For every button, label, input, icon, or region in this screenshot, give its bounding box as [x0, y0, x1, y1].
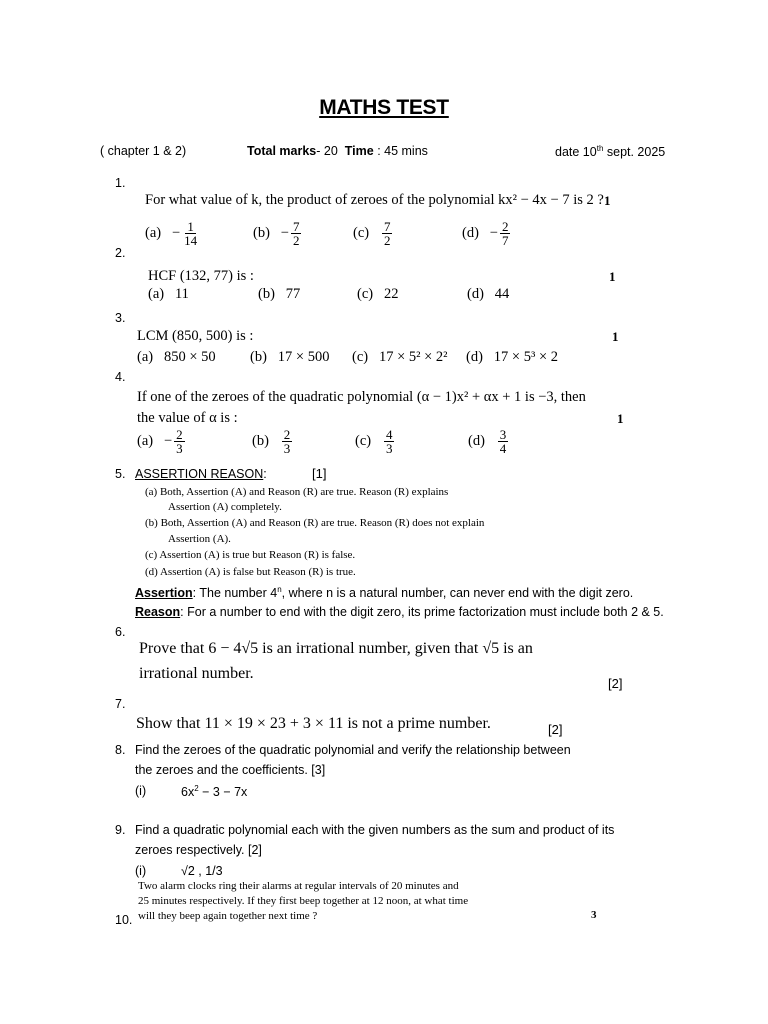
ar-option-a-cont: Assertion (A) completely.	[168, 501, 282, 513]
question-text: LCM (850, 500) is :	[137, 328, 254, 344]
question-number: 5.	[115, 467, 126, 481]
assertion-reason-label: ASSERTION REASON	[135, 467, 264, 481]
question-number: 7.	[115, 697, 126, 711]
question-text-line1: Find the zeroes of the quadratic polynomial and verify the relationship between	[135, 743, 571, 757]
sub-question-expression: $6x^2 - 3 - 7x$	[181, 784, 248, 800]
q4-option-a: (a) − $\frac{2}{3}$	[137, 427, 183, 456]
date-suffix: sept. 2025	[603, 145, 666, 160]
question-text-line2: the value of α is :	[137, 410, 238, 426]
question-number: 9.	[115, 823, 126, 837]
assertion-statement: Assertion: The number 4$^n$, where n is a natural number, can never end with the digit zero.	[135, 585, 634, 601]
q3-option-b: (b) 17 × 500	[250, 349, 330, 365]
question-text-line2: the zeroes and the coefficients. [3]	[135, 763, 326, 777]
question-number: 4.	[115, 370, 126, 384]
question-marks: [1]	[312, 466, 327, 481]
q1-options	[145, 212, 625, 246]
total-marks-label: Total marks	[247, 144, 317, 158]
question-text: For what value of k, the product of zeroes of the polynomial kx² − 4x − 7 is 2 ?	[145, 192, 604, 208]
q4-option-c: (c) $\frac{4}{3}$	[355, 427, 393, 456]
question-text-line1: Find a quadratic polynomial each with the given numbers as the sum and product of its	[135, 823, 615, 837]
chapter-info: ( chapter 1 & 2)	[100, 144, 187, 158]
marks-time-info	[247, 144, 428, 158]
question-number: 2.	[115, 246, 126, 260]
question-number: 10.	[115, 913, 133, 927]
sub-question-label: (i)	[135, 784, 147, 798]
question-mark: 1	[609, 269, 616, 284]
question-text-line2: 25 minutes respectively. If they first beep together at 12 noon, at what time	[138, 895, 469, 907]
q1-option-d: (d) − $\frac{2}{7}$	[462, 219, 509, 248]
sub-question-value: √2 , 1/3	[181, 864, 223, 878]
question-number: 8.	[115, 743, 126, 757]
question-text-line2: irrational number.	[139, 665, 254, 682]
reason-label: Reason	[135, 605, 181, 619]
question-text-line3: will they beep again together next time ?	[138, 910, 318, 922]
question-text-line1: Prove that 6 − 4√5 is an irrational number, given that √5 is an	[139, 640, 533, 657]
q3-option-d: (d) 17 × 5³ × 2	[466, 349, 558, 365]
q4-option-d: (d) $\frac{3}{4}$	[468, 427, 507, 456]
q2-option-b: (b) 77	[258, 286, 301, 302]
q4-option-b: (b) $\frac{2}{3}$	[252, 427, 291, 456]
reason-statement: Reason: For a number to end with the digit zero, its prime factorization must include both 2 & 5.	[135, 605, 664, 619]
question-mark: 1	[604, 193, 611, 208]
date-prefix: date 10	[555, 145, 597, 160]
ar-option-b: (b) Both, Assertion (A) and Reason (R) are true. Reason (R) does not explain	[145, 517, 485, 529]
q4-options	[137, 428, 617, 464]
q3-option-c: (c) 17 × 5² × 2²	[352, 349, 448, 365]
date-info	[555, 144, 665, 159]
question-number: 6.	[115, 625, 126, 639]
question-marks: [2]	[608, 676, 623, 691]
q1-option-a: (a) − $\frac{1}{14}$	[145, 219, 198, 248]
q1-option-b: (b) − $\frac{7}{2}$	[253, 219, 300, 248]
question-text-line1: If one of the zeroes of the quadratic polynomial (α − 1)x² + αx + 1 is −3, then	[137, 389, 586, 405]
question-marks: [2]	[548, 722, 563, 737]
page-title: MATHS TEST	[319, 96, 449, 119]
question-text-line2: zeroes respectively. [2]	[135, 843, 262, 857]
q2-option-a: (a) 11	[148, 286, 189, 302]
assertion-label: Assertion	[135, 586, 193, 601]
question-text: HCF (132, 77) is :	[148, 268, 254, 284]
time-label: Time	[344, 144, 374, 158]
question-number: 3.	[115, 311, 126, 325]
question-text: Show that 11 × 19 × 23 + 3 × 11 is not a prime number.	[136, 715, 491, 732]
time-value: : 45 mins	[377, 144, 428, 158]
assertion-reason-heading: ASSERTION REASON:	[135, 467, 267, 481]
ar-option-d: (d) Assertion (A) is false but Reason (R) is true.	[145, 566, 356, 578]
q2-option-c: (c) 22	[357, 286, 399, 302]
question-mark: 3	[591, 909, 597, 921]
question-number: 1.	[115, 176, 126, 190]
date-sup: th	[596, 144, 604, 153]
q1-option-c: (c) $\frac{7}{2}$	[353, 219, 391, 248]
ar-option-b-cont: Assertion (A).	[168, 533, 231, 545]
ar-option-c: (c) Assertion (A) is true but Reason (R) is false.	[145, 549, 356, 561]
ar-option-a: (a) Both, Assertion (A) and Reason (R) are true. Reason (R) explains	[145, 486, 449, 498]
q3-option-a: (a) 850 × 50	[137, 349, 216, 365]
question-text-line1: Two alarm clocks ring their alarms at regular intervals of 20 minutes and	[138, 880, 459, 892]
question-mark: 1	[612, 329, 619, 344]
q2-option-d: (d) 44	[467, 286, 510, 302]
total-marks-value: - 20	[316, 144, 338, 158]
sub-question-label: (i)	[135, 864, 147, 878]
question-mark: 1	[617, 411, 624, 426]
